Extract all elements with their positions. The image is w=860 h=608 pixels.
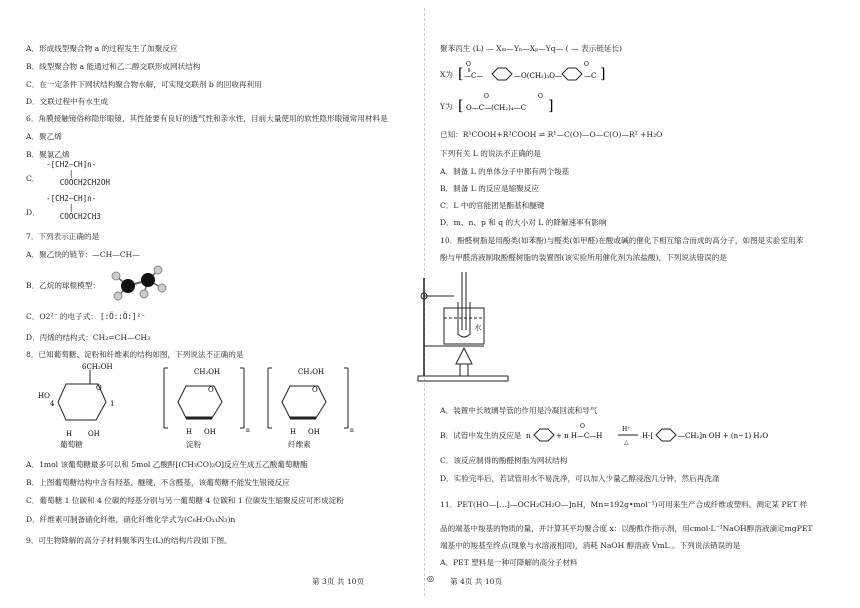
- q8-option-b: B．上图葡萄糖结构中含有羟基、醚键，不含醛基，该葡萄糖不能发生银镜反应: [26, 478, 290, 487]
- y-unit-structure: [458, 90, 578, 120]
- q11-stem-1: 11．PET(HO—[…]—OCH₂CH₂O—]nH，Mn=192g•mol⁻¹)可用来生产合成纤维或塑料。测定某 PET 样: [440, 500, 808, 509]
- phenol-resin-apparatus: [408, 268, 528, 386]
- svg-text:]: ]: [600, 66, 606, 82]
- svg-text:[: [: [458, 66, 464, 82]
- svg-text:CH₂OH: CH₂OH: [194, 368, 221, 376]
- q5-option-d: D．交联过程中有水生成: [26, 97, 109, 106]
- sugar-structures-figure: [36, 362, 356, 444]
- svg-text:]: ]: [548, 98, 554, 114]
- svg-text:O: O: [96, 384, 102, 392]
- label-glucose: 葡萄糖: [60, 440, 83, 449]
- q6-option-d-label: D．: [26, 208, 40, 217]
- svg-text:n: n: [350, 427, 354, 434]
- label-cellulose: 纤维素: [288, 440, 311, 449]
- svg-text:O: O: [466, 61, 471, 68]
- q8-stem: 8．已知葡萄糖、淀粉和纤维素的结构如图，下列说法不正确的是: [26, 350, 244, 359]
- label-starch: 淀粉: [186, 440, 202, 449]
- q8-option-d: D．纤维素可制备硝化纤维，硝化纤维化学式为(C₆H₇O₁₁N₃)n: [26, 515, 236, 524]
- q9-option-b: B．制备 L 的反应是缩聚反应: [440, 184, 539, 193]
- page-footer-right: 第 4页 共 10页: [450, 577, 503, 586]
- q6-option-c-label: C．: [26, 174, 40, 183]
- ethane-ball-stick-model: [106, 266, 176, 302]
- q5-option-b: B．线型聚合物 a 能通过和乙二醇交联形成网状结构: [26, 62, 201, 71]
- svg-text:—C: —C: [584, 72, 597, 80]
- svg-text:O—C—(CH₂)₄—C: O—C—(CH₂)₄—C: [466, 104, 526, 112]
- q9-x-label: X为: [440, 70, 453, 79]
- phenol-resin-reaction-equation: [526, 422, 769, 448]
- q9-option-d: D．m、n、p 和 q 的大小对 L 的降解速率有影响: [440, 218, 607, 227]
- svg-text:H: H: [66, 430, 73, 438]
- svg-text:4: 4: [50, 400, 55, 408]
- q7-stem: 7．下列表示正确的是: [26, 232, 100, 241]
- page-footer-left: 第 3页 共 10页: [312, 577, 365, 586]
- svg-text:n: n: [526, 432, 531, 440]
- starch-structure: [164, 368, 250, 436]
- svg-text:O: O: [538, 93, 543, 100]
- page-center-mark: ◎: [427, 574, 434, 583]
- svg-text:O: O: [584, 61, 589, 68]
- x-unit-structure: [458, 58, 608, 88]
- q11-option-a: A．PET 塑料是一种可降解的高分子材料: [440, 558, 578, 567]
- q9-option-c: C．L 中的官能团是酯基和醚键: [440, 201, 545, 210]
- cellulose-structure: [268, 368, 354, 436]
- svg-text:O: O: [208, 386, 214, 394]
- svg-text:O: O: [312, 386, 318, 394]
- svg-text:1: 1: [110, 400, 115, 408]
- svg-text:H-[: H-[: [642, 432, 654, 440]
- q9-ask: 下列有关 L 的说法不正确的是: [440, 149, 541, 158]
- q10-option-a: A．装置中长玻璃导管的作用是冷凝回流和导气: [440, 406, 598, 415]
- q8-option-a: A．1mol 该葡萄糖最多可以和 5mol 乙酸酐[(CH₃CO)₂O]反应生成五乙酸葡萄糖酯: [26, 460, 308, 469]
- q6-option-d-structure: -[CH2—CH]n- | COOCH2CH3: [46, 194, 101, 221]
- q7-option-a: A．聚乙炔的链节：—CH—CH—: [26, 250, 140, 259]
- q10-option-c: C．该反应制得的酚醛树脂为网状结构: [440, 456, 568, 465]
- q7-option-c: C．O2²⁻ 的电子式：: [26, 312, 98, 321]
- svg-text:n: n: [246, 427, 250, 434]
- q6-option-b: B．聚氯乙烯: [26, 150, 70, 159]
- svg-text:CH₂OH: CH₂OH: [298, 368, 325, 376]
- q7-option-b: B．乙烷的球棍模型：: [26, 281, 100, 290]
- q8-option-c: C．葡萄糖 1 位碳和 4 位碳的羟基分别与另一葡萄糖 4 位碳和 1 位碳发生缩聚反应可形成淀粉: [26, 496, 344, 505]
- label-water: 水: [474, 323, 482, 332]
- svg-text:+ n H—C—H: + n H—C—H: [556, 432, 603, 440]
- svg-text:OH: OH: [308, 428, 320, 436]
- svg-text:—O(CH₂)₃O—: —O(CH₂)₃O—: [514, 72, 563, 80]
- svg-text:H: H: [290, 428, 297, 436]
- q9-polymer-def: 聚苯丙生 (L) — Xₘ—Yₙ—Xₚ—Yq— ( — 表示链延长): [440, 44, 622, 53]
- q6-option-a: A．聚乙烯: [26, 132, 62, 141]
- svg-text:O: O: [484, 93, 489, 100]
- svg-text:O: O: [580, 423, 585, 430]
- q7-option-d: D．丙烯的结构式：CH₂=CH—CH₃: [26, 333, 151, 342]
- svg-text:—CH₂]n OH + (n−1) H₂O: —CH₂]n OH + (n−1) H₂O: [678, 432, 769, 440]
- svg-text:△: △: [624, 439, 629, 446]
- svg-text:OH: OH: [204, 428, 216, 436]
- peroxide-electron-formula: [:Ö::Ö:]²⁻: [100, 312, 146, 321]
- svg-text:H⁺: H⁺: [622, 426, 631, 433]
- svg-text:[: [: [458, 98, 464, 114]
- q10-stem-1: 10．酚醛树脂是用酚类(如苯酚)与醛类(如甲醛)在酸或碱的催化下相互缩合而成的高分子，如图是实验室用苯: [440, 236, 804, 245]
- svg-text:H: H: [186, 428, 193, 436]
- q11-stem-3: 端基中的羧基至终点(现象与水溶液相同)，消耗 NaOH 醇溶液 VmL 。下列说法错误的是: [440, 541, 741, 550]
- q11-stem-2: 品的端基中羧基的物质的量，并计算其平均聚合度 x：以酚酞作指示剂，用cmol·L⁻¹NaOH醇溶液滴定mgPET: [440, 524, 813, 533]
- q9-stem: 9．可生物降解的高分子材料聚苯丙生(L)的结构片段如下图。: [26, 536, 232, 545]
- svg-text:6CH₂OH: 6CH₂OH: [82, 363, 113, 371]
- glucose-structure: [38, 363, 114, 438]
- q10-stem-2: 酚与甲醛溶液制取酚醛树脂的装置图(该实验所用催化剂为浓盐酸)，下列说法错误的是: [440, 253, 727, 262]
- q6-stem: 6．角膜接触镜俗称隐形眼镜，其性能要有良好的透气性和亲水性，目前大量使用的软性隐形眼镜常用材料是: [26, 114, 388, 123]
- q10-option-d: D．实验完毕后，若试管用水不易洗净，可以加入少量乙醇浸泡几分钟，然后再洗涤: [440, 474, 720, 483]
- svg-text:—C—: —C—: [464, 72, 484, 80]
- q5-option-a: A．形成线型聚合物 a 的过程发生了加聚反应: [26, 44, 178, 53]
- q6-option-c-structure: -[CH2—CH]n- | COOCH2CH2OH: [46, 160, 111, 187]
- q9-option-a: A．制备 L 的单体分子中都有两个羧基: [440, 167, 570, 176]
- q9-y-label: Y为: [440, 102, 453, 111]
- q9-known-reaction: 已知：R¹COOH+R²COOH ⇌ R¹—C(O)—O—C(O)—R² +H₂O: [440, 130, 663, 139]
- q10-option-b: B．试管中发生的反应是: [440, 431, 522, 440]
- q5-option-c: C．在一定条件下网状结构聚合物水解，可实现交联剂 b 的回收再利用: [26, 80, 262, 89]
- svg-text:HO: HO: [38, 392, 50, 400]
- svg-text:OH: OH: [88, 430, 100, 438]
